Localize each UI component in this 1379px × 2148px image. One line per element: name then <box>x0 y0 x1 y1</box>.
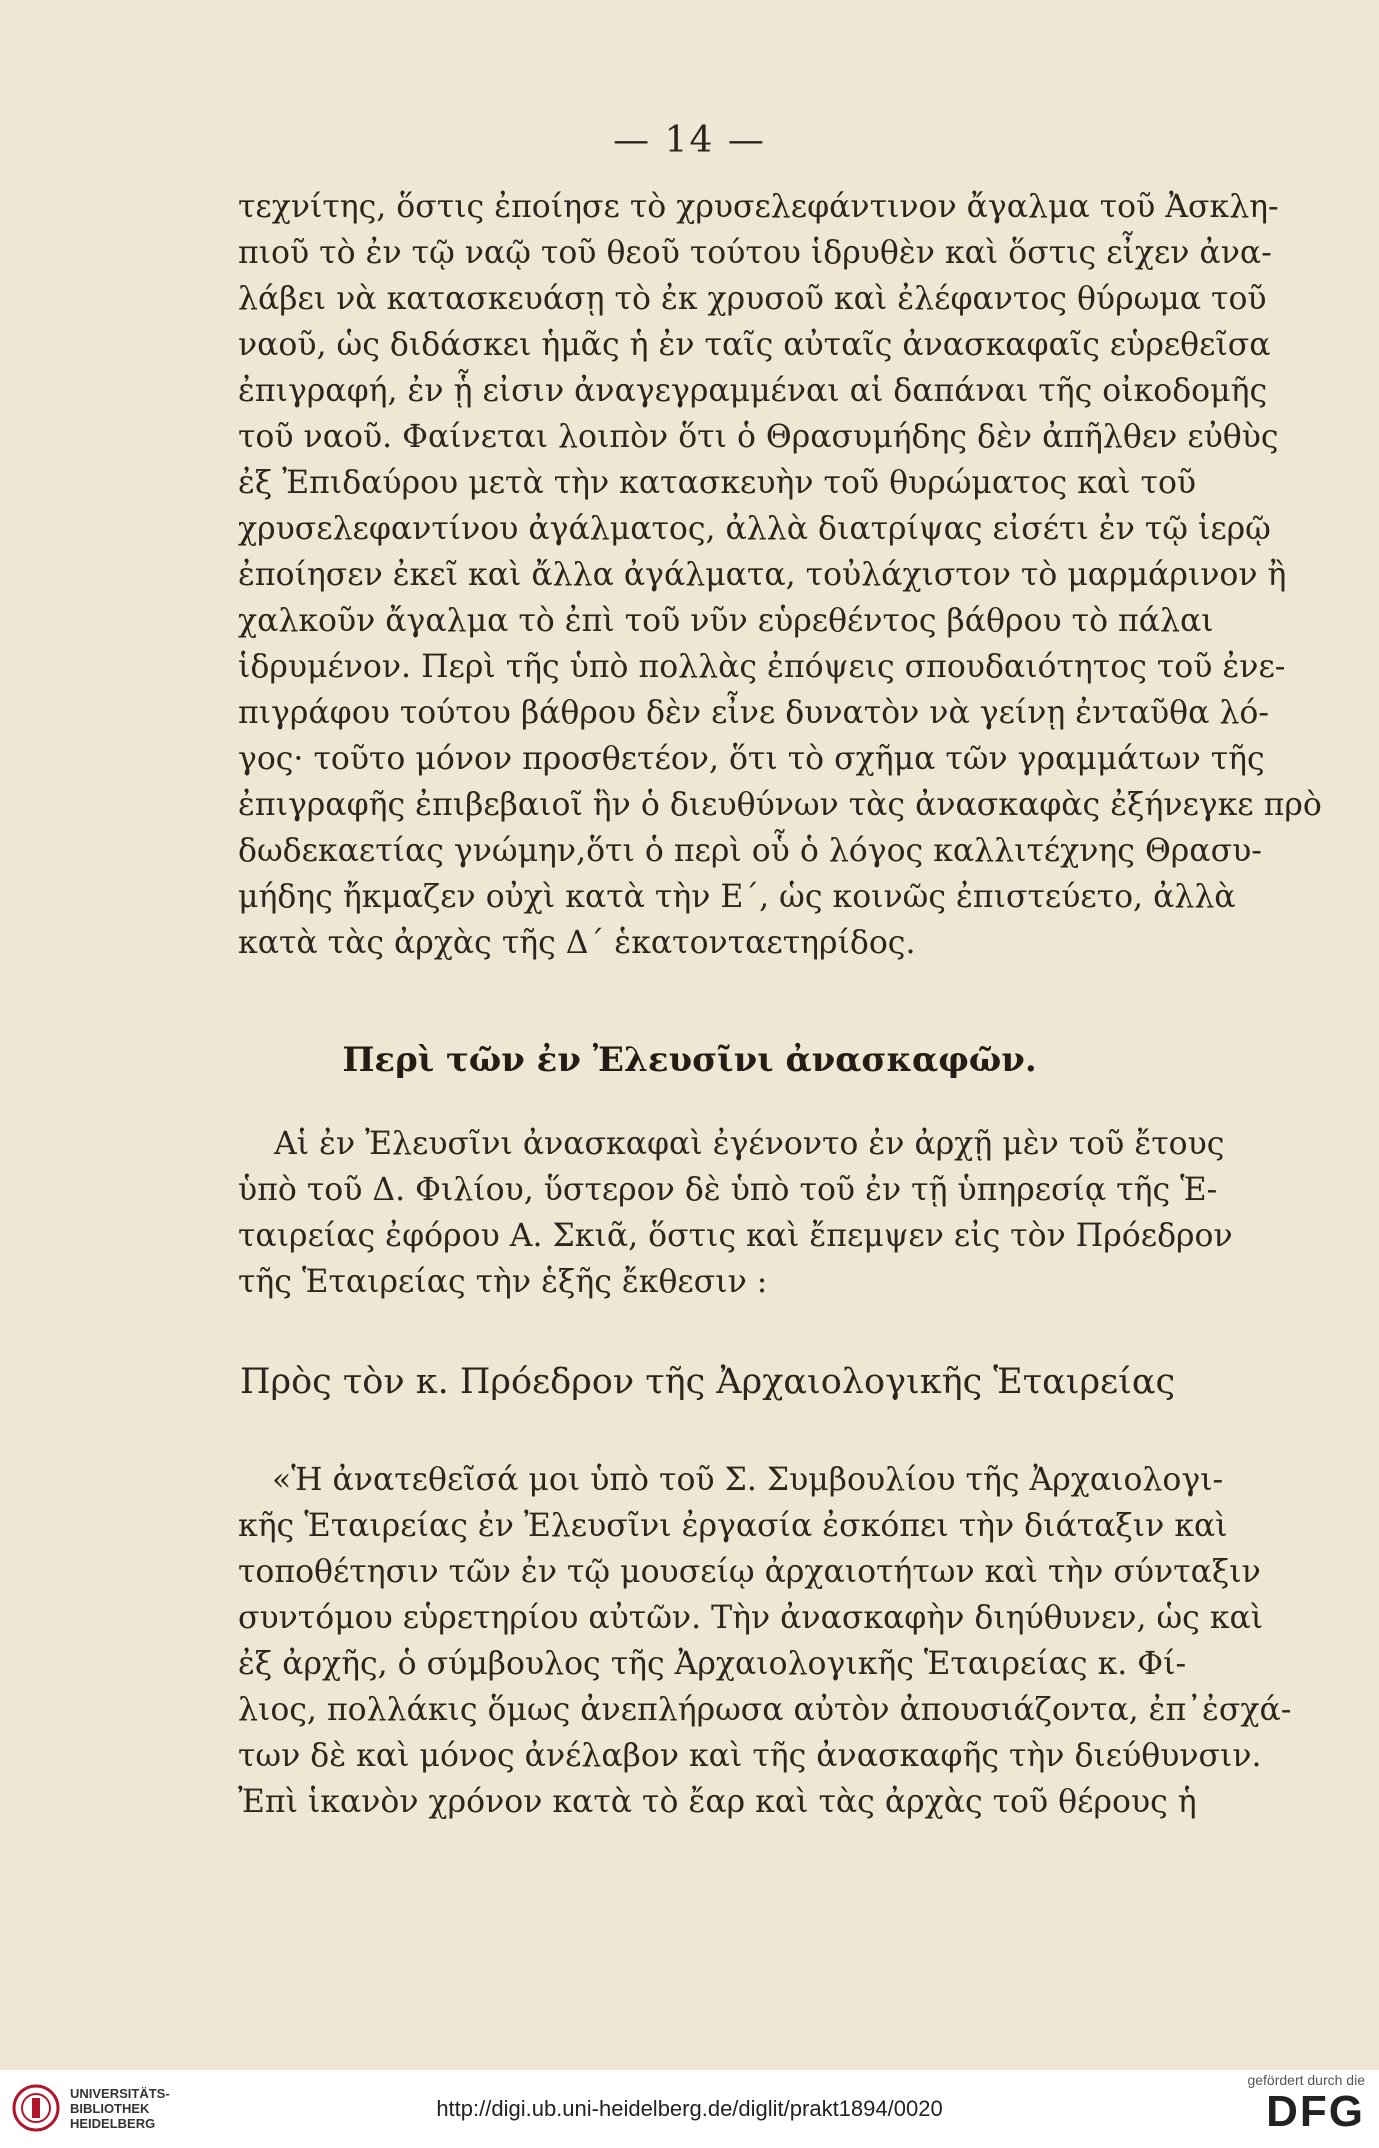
text-line: ὑπὸ τοῦ Δ. Φιλίου, ὕστερον δὲ ὑπὸ τοῦ ἐν τῇ ὑπηρεσίᾳ τῆς Ἑ- <box>238 1172 1218 1208</box>
text-line: ἐπιγραφή, ἐν ᾗ εἰσιν ἀναγεγραμμέναι αἱ δαπάναι τῆς οἰκοδομῆς <box>238 373 1268 409</box>
text-line: ναοῦ, ὡς διδάσκει ἡμᾶς ἡ ἐν ταῖς αὐταῖς ἀνασκαφαῖς εὑρεθεῖσα <box>238 327 1271 363</box>
text-line: πιγράφου τούτου βάθρου δὲν εἶνε δυνατὸν νὰ γείνῃ ἐνταῦθα λό- <box>238 695 1269 731</box>
text-line: τῆς Ἑταιρείας τὴν ἑξῆς ἔκθεσιν : <box>238 1264 768 1300</box>
text-line: μήδης ἤκμαζεν οὐχὶ κατὰ τὴν Ε΄, ὡς κοινῶς ἐπιστεύετο, ἀλλὰ <box>238 879 1236 915</box>
letter-address: Πρὸς τὸν κ. Πρόεδρον τῆς Ἀρχαιολογικῆς Ἑταιρείας <box>240 1362 1176 1402</box>
section-heading: Περὶ τῶν ἐν Ἐλευσῖνι ἀνασκαφῶν. <box>342 1040 1037 1080</box>
funder-logo[interactable] <box>1247 2072 1365 2136</box>
text-line: γος· τοῦτο μόνον προσθετέον, ὅτι τὸ σχῆμα τῶν γραμμάτων τῆς <box>238 741 1265 777</box>
text-line: χρυσελεφαντίνου ἀγάλματος, ἀλλὰ διατρίψας εἰσέτι ἐν τῷ ἱερῷ <box>238 511 1271 547</box>
library-name-line: HEIDELBERG <box>70 2115 156 2131</box>
text-line: Ἐπὶ ἱκανὸν χρόνον κατὰ τὸ ἔαρ καὶ τὰς ἀρχὰς τοῦ θέρους ἡ <box>238 1784 1197 1820</box>
text-line: τοποθέτησιν τῶν ἐν τῷ μουσείῳ ἀρχαιοτήτων καὶ τὴν σύνταξιν <box>238 1554 1261 1590</box>
text-line: λιος, πολλάκις ὅμως ἀνεπλήρωσα αὐτὸν ἀπουσιάζοντα, ἐπ᾽ἐσχά- <box>238 1692 1292 1728</box>
funding-note: gefördert durch die <box>1247 2072 1365 2088</box>
text-line: ἐξ ἀρχῆς, ὁ σύμβουλος τῆς Ἀρχαιολογικῆς Ἑταιρείας κ. Φί- <box>238 1646 1187 1682</box>
text-line: κῆς Ἑταιρείας ἐν Ἐλευσῖνι ἐργασία ἐσκόπει τὴν διάταξιν καὶ <box>238 1508 1228 1544</box>
text-line: «Ἡ ἀνατεθεῖσά μοι ὑπὸ τοῦ Σ. Συμβουλίου τῆς Ἀρχαιολογι- <box>272 1462 1224 1498</box>
dfg-logo: DFG <box>1266 2087 1365 2136</box>
library-name-line: BIBLIOTHEK <box>70 2100 150 2116</box>
page-number: — 14 — <box>613 120 766 161</box>
text-line: κατὰ τὰς ἀρχὰς τῆς Δ΄ ἑκατονταετηρίδος. <box>238 925 916 961</box>
text-line: ἱδρυμένον. Περὶ τῆς ὑπὸ πολλὰς ἐπόψεις σπουδαιότητος τοῦ ἐνε- <box>238 649 1286 685</box>
source-url-link[interactable]: http://digi.ub.uni-heidelberg.de/diglit/prakt1894/0020 <box>436 2096 943 2121</box>
text-line: συντόμου εὑρετηρίου αὐτῶν. Τὴν ἀνασκαφὴν διηύθυνεν, ὡς καὶ <box>238 1600 1264 1636</box>
text-line: δωδεκαετίας γνώμην,ὅτι ὁ περὶ οὗ ὁ λόγος καλλιτέχνης Θρασυ- <box>238 833 1262 869</box>
text-line: ἐποίησεν ἐκεῖ καὶ ἄλλα ἀγάλματα, τοὐλάχιστον τὸ μαρμάρινον ἢ <box>238 557 1287 593</box>
text-line: χαλκοῦν ἄγαλμα τὸ ἐπὶ τοῦ νῦν εὑρεθέντος βάθρου τὸ πάλαι <box>238 603 1214 639</box>
text-line: των δὲ καὶ μόνος ἀνέλαβον καὶ τῆς ἀνασκαφῆς τὴν διεύθυνσιν. <box>238 1738 1262 1774</box>
text-line: πιοῦ τὸ ἐν τῷ ναῷ τοῦ θεοῦ τούτου ἱδρυθὲν καὶ ὅστις εἶχεν ἀνα- <box>238 235 1272 271</box>
text-line: ἐπιγραφῆς ἐπιβεβαιοῖ ἣν ὁ διευθύνων τὰς ἀνασκαφὰς ἐξήνεγκε πρὸ <box>238 787 1322 823</box>
text-line: λάβει νὰ κατασκευάσῃ τὸ ἐκ χρυσοῦ καὶ ἐλέφαντος θύρωμα τοῦ <box>238 281 1267 317</box>
text-line: ταιρείας ἐφόρου Α. Σκιᾶ, ὅστις καὶ ἔπεμψεν εἰς τὸν Πρόεδρον <box>238 1218 1233 1254</box>
text-line: ἐξ Ἐπιδαύρου μετὰ τὴν κατασκευὴν τοῦ θυρώματος καὶ τοῦ <box>238 465 1197 501</box>
library-name-line: UNIVERSITÄTS- <box>70 2085 170 2101</box>
text-line: τεχνίτης, ὅστις ἐποίησε τὸ χρυσελεφάντινον ἄγαλμα τοῦ Ἀσκλη- <box>238 189 1279 225</box>
text-line: τοῦ ναοῦ. Φαίνεται λοιπὸν ὅτι ὁ Θρασυμήδης δὲν ἀπῆλθεν εὐθὺς <box>238 419 1279 455</box>
text-line: Αἱ ἐν Ἐλευσῖνι ἀνασκαφαὶ ἐγένοντο ἐν ἀρχῇ μὲν τοῦ ἔτους <box>274 1126 1225 1162</box>
